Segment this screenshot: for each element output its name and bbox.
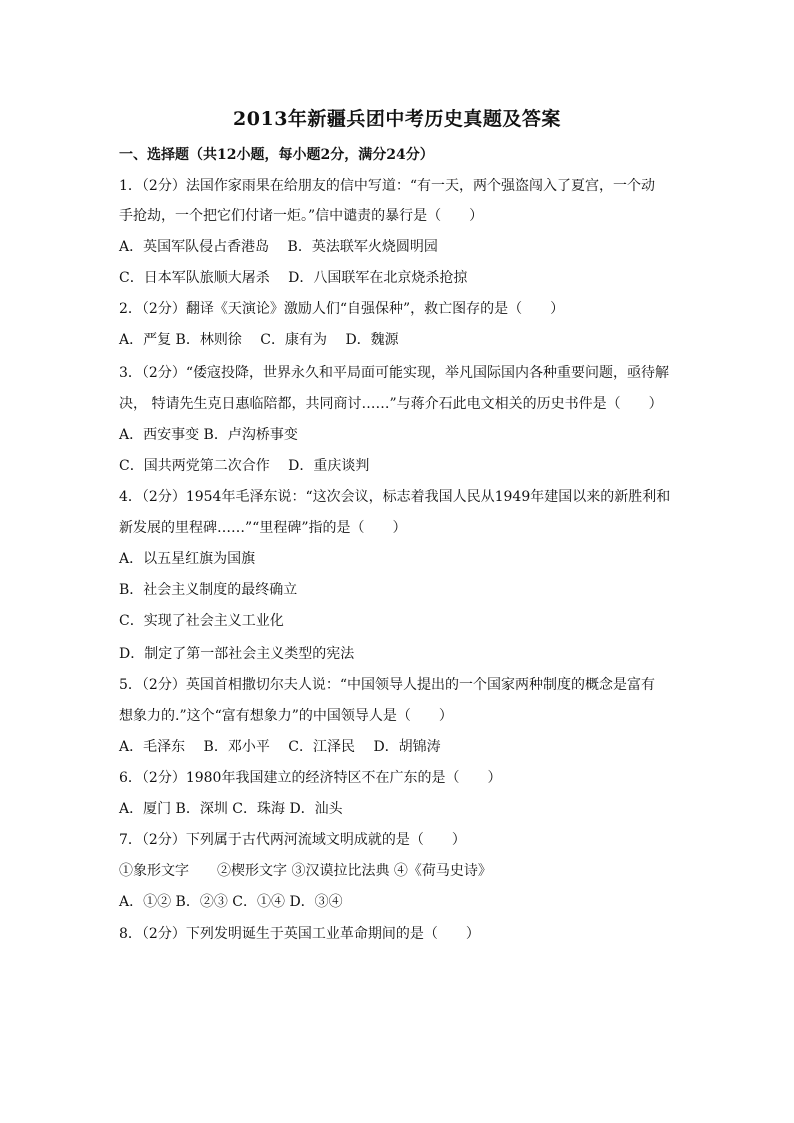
question-2: 2．（2分）翻译《天演论》激励人们“自强保种”，救亡图存的是（ ） <box>119 301 565 317</box>
question-4-option-c: C．实现了社会主义工业化 <box>119 613 284 629</box>
question-4-option-d: D．制定了第一部社会主义类型的宪法 <box>119 646 355 662</box>
question-4-option-a: A．以五星红旗为国旗 <box>119 551 256 567</box>
question-2-options: A．严复 B．林则徐 C．康有为 D．魏源 <box>119 332 399 348</box>
question-1-options-ab: A．英国军队侵占香港岛 B．英法联军火烧圆明园 <box>119 239 438 255</box>
question-5-line-2: 想象力的.”这个“富有想象力”的中国领导人是（ ） <box>119 708 453 724</box>
question-4-line-2: 新发展的里程碑……”“里程碑”指的是（ ） <box>119 520 407 536</box>
question-1-line-2: 手抢劫，一个把它们付诸一炬。”信中谴责的暴行是（ ） <box>119 208 484 224</box>
question-3-line-1: 3．（2分）“倭寇投降，世界永久和平局面可能实现，举凡国际国内各种重要问题，亟待解 <box>119 365 669 381</box>
question-4-line-1: 4．（2分）1954年毛泽东说：“这次会议，标志着我国人民从1949年建国以来的新胜利和 <box>119 489 671 505</box>
question-1-options-cd: C．日本军队旅顺大屠杀 D．八国联军在北京烧杀抢掠 <box>119 270 468 286</box>
question-8: 8．（2分）下列发明诞生于英国工业革命期间的是（ ） <box>119 926 480 942</box>
section-heading: 一、选择题（共12小题，每小题2分，满分24分） <box>119 147 434 163</box>
question-7-items: ①象形文字 ②楔形文字 ③汉谟拉比法典 ④《荷马史诗》 <box>119 863 492 879</box>
question-3-line-2: 决， 特请先生克日惠临陪都，共同商讨……”与蒋介石此电文相关的历史书件是（ ） <box>119 396 663 412</box>
document-title: 2013年新疆兵团中考历史真题及答案 <box>233 108 561 130</box>
question-6-options: A．厦门 B．深圳 C．珠海 D．汕头 <box>119 801 343 817</box>
question-5-line-1: 5．（2分）英国首相撒切尔夫人说：“中国领导人提出的一个国家两种制度的概念是富有 <box>119 677 655 693</box>
question-7: 7．（2分）下列属于古代两河流域文明成就的是（ ） <box>119 832 466 848</box>
question-4-option-b: B．社会主义制度的最终确立 <box>119 582 298 598</box>
question-3-options-ab: A．西安事变 B．卢沟桥事变 <box>119 427 298 443</box>
question-7-options: A．①② B．②③ C．①④ D．③④ <box>119 894 343 910</box>
question-3-options-cd: C．国共两党第二次合作 D．重庆谈判 <box>119 458 370 474</box>
question-6: 6．（2分）1980年我国建立的经济特区不在广东的是（ ） <box>119 770 502 786</box>
question-5-options: A．毛泽东 B．邓小平 C．江泽民 D．胡锦涛 <box>119 739 441 755</box>
question-1-line-1: 1．（2分）法国作家雨果在给朋友的信中写道：“有一天，两个强盗闯入了夏宫，一个动 <box>119 178 655 194</box>
